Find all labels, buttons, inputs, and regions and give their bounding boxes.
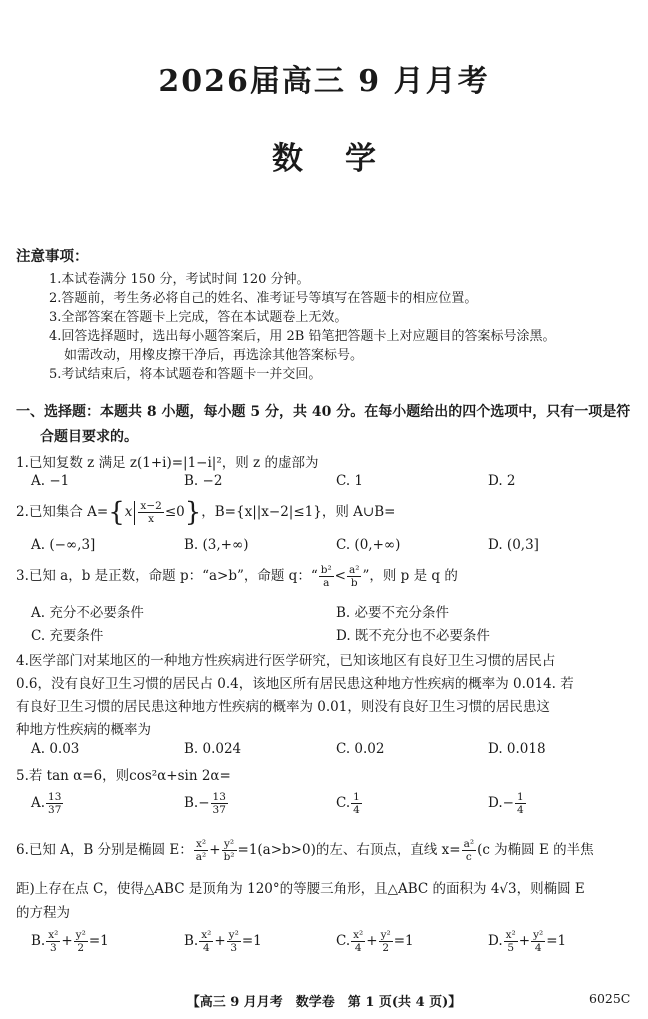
q6-ellipse-x-term: $\frac{\text{x²}}{\text{a²}}$ [195,838,207,863]
q3-option-b: B. 必要不充分条件 [336,605,450,621]
question-6-line-3: 的方程为 [16,905,70,921]
q1-option-b: B. −2 [184,473,223,489]
q2-option-a: A. (−∞,3] [31,537,96,553]
question-4-line-2: 0.6，没有良好卫生习惯的居民占 0.4，该地区所有居民患这种地方性疾病的概率为 0.014. 若 [16,676,574,692]
q6-line-fraction: $\frac{\text{a²}}{c}$ [463,838,475,863]
question-6-line-1: 6.已知 A，B 分别是椭圆 E： $\frac{\text{x²}}{\text{a²}}$ + $\frac{\text{y²}}{\text{b²}}$ =1(a>b>0)的左、右顶点，直线 x= $\frac{\text{a²}}{c}$ (c 为椭圆 E 的半焦 [16,838,594,863]
q3-option-c: C. 充要条件 [31,628,104,644]
question-2-stem: 2.已知集合 A={x $\frac{x-2}{x}$ ≤0}，B={x||x−2|≤1}，则 A∪B= [16,497,396,528]
q2-option-d: D. (0,3] [488,537,539,553]
q4-option-d: D. 0.018 [488,741,546,757]
q5-option-a: A. $\frac{13}{37}$ [31,791,62,816]
section-heading-cont: 合题目要求的。 [40,429,138,445]
subject-title: 数学 [272,141,418,177]
q5-option-c: C. $\frac{1}{4}$ [336,791,360,816]
q6-option-b: B. $\frac{\text{x²}}{4}$ + $\frac{\text{y²}}{3}$ =1 [184,929,262,954]
q3-option-a: A. 充分不必要条件 [31,605,144,621]
q6-option-c: C. $\frac{\text{x²}}{4}$ + $\frac{\text{y²}}{2}$ =1 [336,929,414,954]
exam-title: 2026届高三 9 月月考 [158,64,490,99]
page-footer: 【高三 9 月月考 数学卷 第 1 页(共 4 页)】 [186,995,462,1010]
q3-option-d: D. 既不充分也不必要条件 [336,628,490,644]
q1-option-d: D. 2 [488,473,516,489]
q4-option-a: A. 0.03 [31,741,80,757]
question-4-line-4: 种地方性疾病的概率为 [16,722,151,738]
q6-ellipse-y-term: $\frac{\text{y²}}{\text{b²}}$ [223,838,235,863]
q1-option-c: C. 1 [336,473,364,489]
question-1-stem: 1.已知复数 z 满足 z(1+i)=|1−i|²，则 z 的虚部为 [16,455,319,471]
question-5-stem: 5.若 tan α=6，则cos²α+sin 2α= [16,768,231,784]
q2-option-c: C. (0,+∞) [336,537,401,553]
q2-fraction: $\frac{x-2}{x}$ [140,500,162,525]
question-3-stem: 3.已知 a，b 是正数，命题 p：“a>b”，命题 q：“ $\frac{\text{b²}}{a}$ < $\frac{\text{a²}}{b}$ ”，则 p 是 q 的 [16,564,458,589]
notice-item-3: 3.全部答案在答题卡上完成，答在本试题卷上无效。 [49,310,348,325]
section-heading: 一、选择题：本题共 8 小题，每小题 5 分，共 40 分。在每小题给出的四个选项中，只有一项是符 [16,404,631,420]
q1-option-a: A. −1 [31,473,70,489]
paper-code: 6025C [589,991,631,1006]
notice-item-4: 4.回答选择题时，选出每小题答案后，用 2B 铅笔把答题卡上对应题目的答案标号涂黑。 [49,329,556,344]
notice-item-2: 2.答题前，考生务必将自己的姓名、准考证号等填写在答题卡的相应位置。 [49,291,478,306]
q6-option-d: D. $\frac{\text{x²}}{5}$ + $\frac{\text{y²}}{4}$ =1 [488,929,567,954]
notice-item-1: 1.本试卷满分 150 分，考试时间 120 分钟。 [49,272,310,287]
q5-option-d: D.− $\frac{1}{4}$ [488,791,524,816]
q6-option-a: B. $\frac{\text{x²}}{3}$ + $\frac{\text{y²}}{2}$ =1 [31,929,109,954]
question-4-line-3: 有良好卫生习惯的居民患这种地方性疾病的概率为 0.01，则没有良好卫生习惯的居民患这 [16,699,550,715]
question-6-line-2: 距)上存在点 C，使得△ABC 是顶角为 120°的等腰三角形，且△ABC 的面积为 4√3，则椭圆 E [16,881,585,897]
q4-option-b: B. 0.024 [184,741,242,757]
q3-fraction-1: $\frac{\text{b²}}{a}$ [320,564,332,589]
q4-option-c: C. 0.02 [336,741,385,757]
q5-option-b: B.− $\frac{13}{37}$ [184,791,226,816]
q2-option-b: B. (3,+∞) [184,537,249,553]
question-4-line-1: 4.医学部门对某地区的一种地方性疾病进行医学研究，已知该地区有良好卫生习惯的居民占 [16,653,556,669]
q3-fraction-2: $\frac{\text{a²}}{b}$ [348,564,360,589]
notice-item-4-cont: 如需改动，用橡皮擦干净后，再选涂其他答案标号。 [64,348,364,363]
notice-heading: 注意事项： [16,248,89,265]
notice-item-5: 5.考试结束后，将本试题卷和答题卡一并交回。 [49,367,322,382]
